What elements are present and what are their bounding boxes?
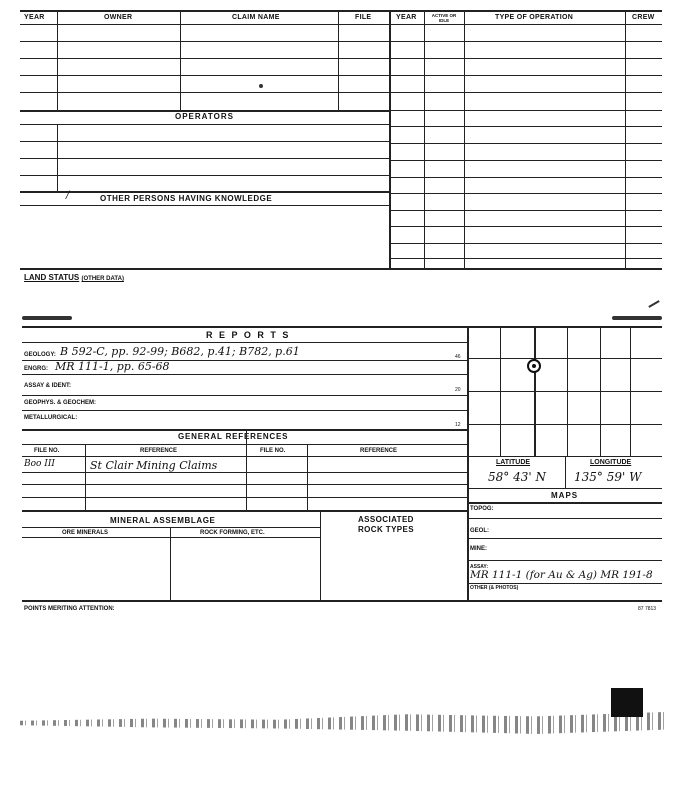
latitude-value: 58° 43' N [488,470,546,484]
type-of-operation-header: TYPE OF OPERATION [495,14,574,21]
rock-forming-label: ROCK FORMING, ETC. [200,530,265,536]
scan-black-square [611,688,643,717]
operation-year-header: YEAR [396,14,417,21]
mineral-assemblage-title: MINERAL ASSEMBLAGE [110,516,216,525]
ref-row1-reference: St Clair Mining Claims [90,459,218,472]
claim-name-header: CLAIM NAME [232,14,280,21]
assay-ident-label: ASSAY & IDENT: [24,383,72,389]
geol-label: GEOL: [470,528,489,534]
maps-assay-label: ASSAY: [470,564,489,570]
maps-assay-value: MR 111-1 (for Au & Ag) MR 191-8 [470,569,653,581]
latitude-label: LATITUDE [496,459,531,466]
engrg-value: MR 111-1, pp. 65-68 [55,360,170,373]
metallurgical-label: METALLURGICAL: [24,415,78,421]
claims-year-header: YEAR [24,14,45,21]
engrg-label: ENGRG: [24,366,48,372]
longitude-label: LONGITUDE [590,459,632,466]
maps-title: MAPS [551,491,579,500]
col-reference: REFERENCE [140,448,178,454]
owner-header: OWNER [104,14,133,21]
geophys-label: GEOPHYS. & GEOCHEM: [24,400,97,406]
maps-other-label: OTHER (& PHOTOS) [470,585,519,591]
col-file-no-2: FILE NO. [260,448,286,454]
other-persons-title: OTHER PERSONS HAVING KNOWLEDGE [100,194,273,203]
crew-header: CREW [632,14,655,21]
longitude-value: 135° 59' W [574,470,642,484]
ref-row1-file: Boo III [24,459,55,469]
general-references-title: GENERAL REFERENCES [178,432,289,441]
points-meriting-attention: POINTS MERITING ATTENTION: [24,606,115,612]
ore-minerals-label: ORE MINERALS [62,530,109,536]
col-reference-2: REFERENCE [360,448,398,454]
geology-value: B 592-C, pp. 92-99; B682, p.41; B782, p.61 [60,345,300,358]
other-persons-mark: / [66,190,70,201]
topog-label: TOPOG: [470,506,494,512]
col-file-no: FILE NO. [34,448,60,454]
rock-types-label: ROCK TYPES [358,525,415,534]
reports-title: R E P O R T S [206,330,291,340]
operators-title: OPERATORS [175,112,234,121]
land-status-label: LAND STATUS [24,273,80,282]
geology-num: 46 [455,354,461,360]
file-header: FILE [355,14,372,21]
land-status-sub: (OTHER DATA) [81,276,124,282]
form-code: 87 7813 [638,606,657,612]
land-status [24,273,124,282]
associated-label: ASSOCIATED [358,515,414,524]
geology-label: GEOLOGY: [24,352,56,358]
metallurgical-num: 12 [455,422,461,428]
mine-label: MINE: [470,546,487,552]
active-idle-header: ACTIVE OR IDLE [431,13,457,23]
scan-noise-band [20,712,665,734]
location-marker-icon [527,359,541,373]
assay-num: 20 [455,387,461,393]
